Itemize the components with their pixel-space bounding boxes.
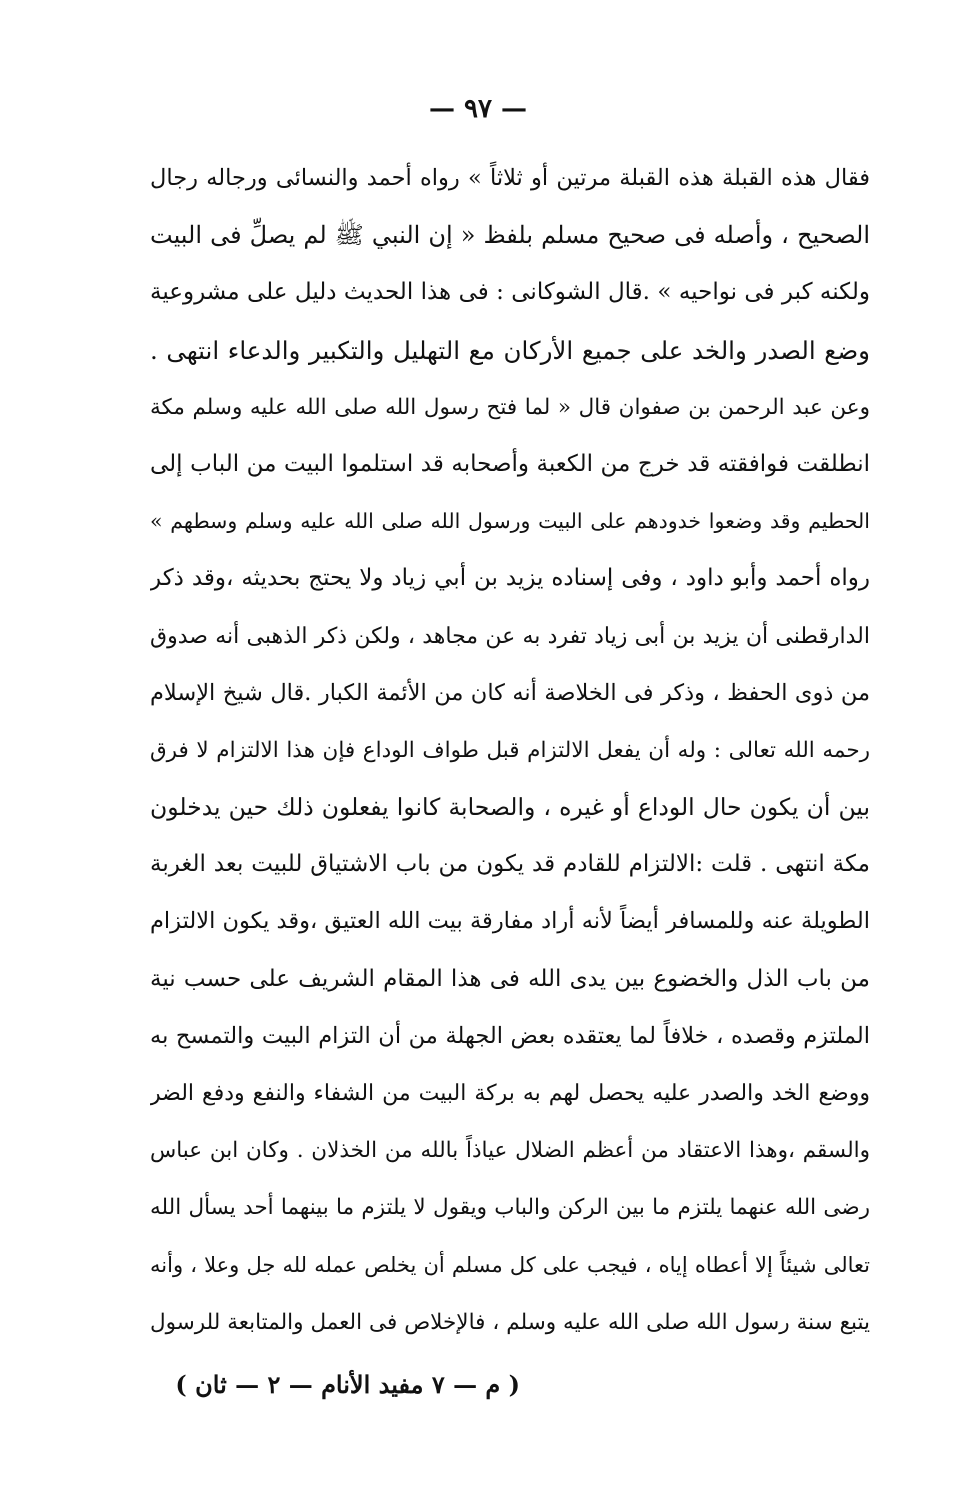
text-line: الدارقطنى أن يزيد بن أبى زياد تفرد به عن مجاهد ، ولكن ذكر الذهبى أنه صدوق (150, 623, 870, 649)
text-line: من باب الذل والخضوع بين يدى الله فى هذا المقام الشريف على حسب نية (150, 965, 870, 992)
text-line: بين أن يكون حال الوداع أو غيره ، والصحابة كانوا يفعلون ذلك حين يدخلون (150, 793, 870, 822)
text-line: ووضع الخد والصدر عليه يحصل لهم به بركة البيت من الشفاء والنفع ودفع الضر (150, 1081, 870, 1106)
text-line: فقال هذه القبلة هذه القبلة مرتين أو ثلاثاً » رواه أحمد والنسائى ورجاله رجال (150, 165, 870, 191)
signature-footer: ( م — ٧ مفيد الأنام — ٢ — ثان ) (175, 1370, 520, 1399)
text-line: والسقم ،وهذا الاعتقاد من أعظم الضلال عياذاً بالله من الخذلان . وكان ابن عباس (150, 1138, 870, 1164)
text-line: ولكنه كبر فى نواحيه » .قال الشوكانى : فى هذا الحديث دليل على مشروعية (150, 279, 870, 306)
text-line: وضع الصدر والخد على جميع الأركان مع التهليل والتكبير والدعاء انتهى . (150, 335, 870, 365)
text-line: مكة انتهى . قلت :الالتزام للقادم قد يكون من باب الاشتياق للبيت بعد الغربة (150, 851, 870, 878)
text-line: تعالى شيئاً إلا أعطاه إياه ، فيجب على كل مسلم أن يخلص عمله لله جل وعلا ، وأنه (150, 1252, 870, 1277)
page-number: — ٩٧ — (428, 94, 528, 124)
text-line: يتبع سنة رسول الله صلى الله عليه وسلم ، فالإخلاص فى العمل والمتابعة للرسول (150, 1309, 870, 1335)
text-line: رواه أحمد وأبو داود ، وفى إسناده يزيد بن أبي زياد ولا يحتج بحديثه ،وقد ذكر (150, 565, 870, 592)
body-text (150, 150, 870, 1351)
text-line: الملتزم وقصده ، خلافاً لما يعتقده بعض الجهلة من أن التزام البيت والتمسح به (150, 1022, 870, 1049)
text-line: انطلقت فوافقته قد خرج من الكعبة وأصحابه قد استلموا البيت من الباب إلى (150, 450, 870, 477)
text-line: من ذوى الحفظ ، وذكر فى الخلاصة أنه كان من الأئمة الكبار .قال شيخ الإسلام (150, 679, 870, 706)
text-line: وعن عبد الرحمن بن صفوان قال « لما فتح رسول الله صلى الله عليه وسلم مكة (150, 394, 870, 420)
text-line: الصحيح ، وأصله فى صحيح مسلم بلفظ « إن النبي ﷺ لم يصلِّ فى البيت (150, 221, 870, 250)
text-line: الحطيم وقد وضعوا خدودهم على البيت ورسول الله صلى الله عليه وسلم وسطهم » (150, 509, 870, 534)
text-line: رحمه الله تعالى : وله أن يفعل الالتزام قبل طواف الوداع فإن هذا الالتزام لا فرق (150, 737, 870, 763)
text-line: رضى الله عنهما يلتزم ما بين الركن والباب ويقول لا يلتزم ما بينهما أحد يسأل الله (150, 1195, 870, 1221)
text-line: الطويلة عنه وللمسافر أيضاً لأنه أراد مفارقة بيت الله العتيق ،وقد يكون الالتزام (150, 908, 870, 935)
